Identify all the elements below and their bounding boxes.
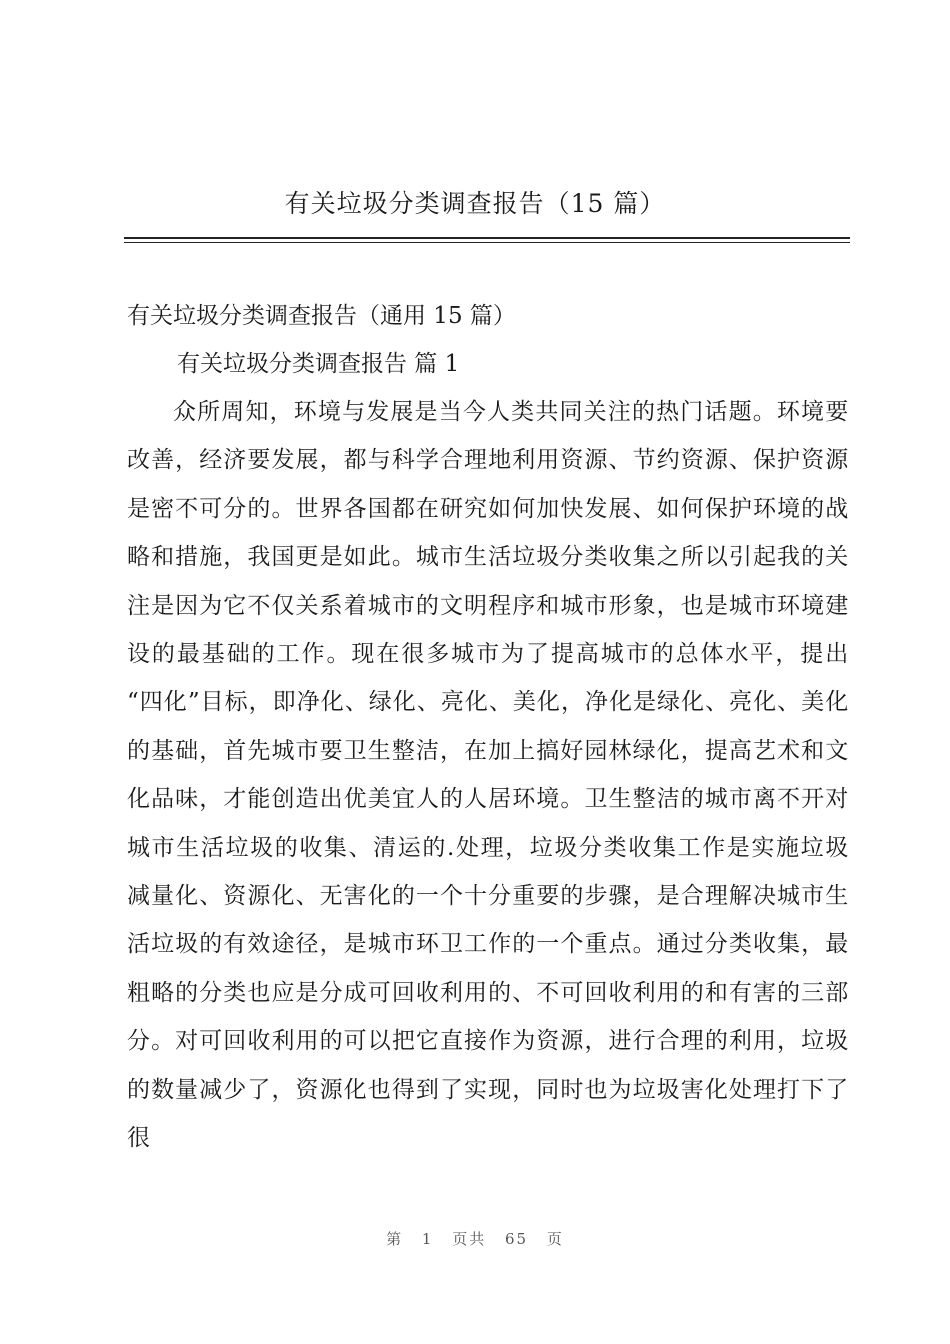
document-body bbox=[127, 292, 849, 1163]
title-divider-thick bbox=[124, 237, 850, 239]
document-subtitle: 有关垃圾分类调查报告（通用 15 篇） bbox=[127, 303, 516, 329]
body-paragraph: 众所周知，环境与发展是当今人类共同关注的热门话题。环境要改善，经济要发展，都与科学合理地利用资源、节约资源、保护资源是密不可分的。世界各国都在研究如何加快发展、如何保护环境的战略和措施，我国更是如此。城市生活垃圾分类收集之所以引起我的关注是因为它不仅关系着城市的文明程序和城市形象，也是城市环境建设的最基础的工作。现在很多城市为了提高城市的总体水平，提出 “四化”目标，即净化、绿化、亮化、美化，净化是绿化、亮化、美化的基础，首先城市要卫生整洁，在加上搞好园林绿化，提高艺术和文化品味，才能创造出优美宜人的人居环境。卫生整洁的城市离不开对城市生活垃圾的收集、清运的.处理，垃圾分类收集工作是实施垃圾减量化、资源化、无害化的一个十分重要的步骤，是合理解决城市生活垃圾的有效途径，是城市环卫工作的一个重点。通过分类收集，最粗略的分类也应是分成可回收利用的、不可回收利用的和有害的三部分。对可回收利用的可以把它直接作为资源，进行合理的利用，垃圾的数量减少了，资源化也得到了实现，同时也为垃圾害化处理打下了很 bbox=[127, 399, 849, 1152]
footer-page-number: 1 bbox=[421, 1230, 434, 1248]
page-title: 有关垃圾分类调查报告（15 篇） bbox=[284, 189, 666, 218]
footer-suffix: 页 bbox=[546, 1230, 564, 1248]
footer-total-pages: 65 bbox=[505, 1230, 529, 1248]
section-heading: 有关垃圾分类调查报告 篇 1 bbox=[177, 351, 460, 377]
title-divider-thin bbox=[124, 242, 850, 243]
footer-middle: 页共 bbox=[452, 1230, 487, 1248]
footer-prefix: 第 bbox=[386, 1230, 404, 1248]
page-footer bbox=[0, 1228, 950, 1249]
